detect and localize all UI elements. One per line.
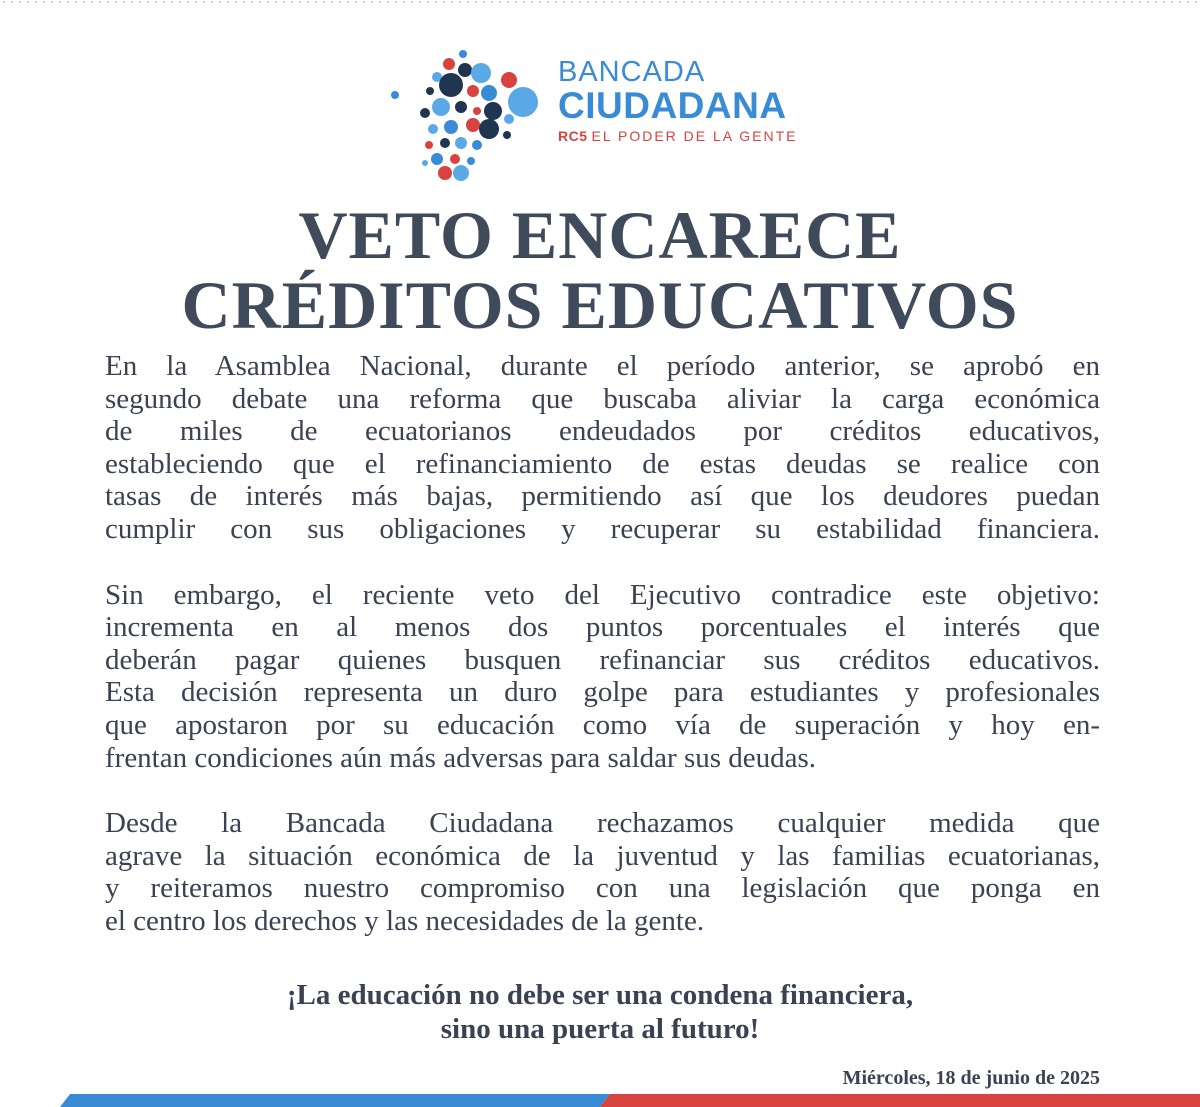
- logo-tag-prefix: RC5: [558, 128, 588, 144]
- headline-line-2: CRÉDITOS EDUCATIVOS: [181, 267, 1019, 343]
- logo-tag-text: EL PODER DE LA GENTE: [591, 128, 798, 144]
- paragraph-line: deberán pagar quienes busquen refinanciar sus créditos educativos.: [105, 643, 1100, 676]
- paragraph-line: En la Asamblea Nacional, durante el período anterior, se aprobó en: [105, 350, 1100, 382]
- paragraph-line: estableciendo que el refinanciamiento de estas deudas se realice con: [105, 447, 1100, 480]
- statement-body: [105, 350, 1100, 971]
- logo-ciudadana: CIUDADANA: [558, 85, 787, 126]
- closing-slogan: [0, 978, 1200, 1046]
- paragraph-line: segundo debate una reforma que buscaba aliviar la carga económica: [105, 382, 1100, 415]
- paragraph-line: Sin embargo, el reciente veto del Ejecutivo contradice este objetivo:: [105, 578, 1100, 611]
- paragraph-line: incrementa en al menos dos puntos porcentuales el interés que: [105, 611, 1100, 644]
- logo-bancada: BANCADA: [558, 56, 706, 88]
- paragraph-line: tasas de interés más bajas, permitiendo así que los deudores puedan: [105, 480, 1100, 513]
- paragraph-line: que apostaron por su educación como vía de superación y hoy en-: [105, 708, 1100, 741]
- paragraph-line: el centro los derechos y las necesidades de la gente.: [105, 904, 705, 937]
- headline: [0, 197, 1200, 343]
- publication-date: Miércoles, 18 de junio de 2025: [842, 1067, 1100, 1089]
- logo-tagline: [558, 127, 798, 145]
- logo-wordmark: [558, 57, 798, 145]
- paragraph-3: [105, 807, 1100, 937]
- paragraph-line: de miles de ecuatorianos endeudados por créditos educativos,: [105, 415, 1100, 448]
- paragraph-1: [105, 350, 1100, 546]
- closing-line-2: sino una puerta al futuro!: [440, 1013, 760, 1045]
- bancada-ciudadana-logo: [385, 45, 845, 185]
- paragraph-line: frentan condiciones aún más adversas para saldar sus deudas.: [105, 741, 817, 774]
- closing-line-1: ¡La educación no debe ser una condena financiera,: [286, 979, 914, 1011]
- top-dotted-border: [0, 0, 1200, 4]
- ecuador-dots-logo-icon: [385, 45, 555, 185]
- paragraph-line: agrave la situación económica de la juventud y las familias ecuatorianas,: [105, 839, 1100, 872]
- paragraph-2: [105, 579, 1100, 775]
- paragraph-line: cumplir con sus obligaciones y recuperar su estabilidad financiera.: [105, 512, 1100, 545]
- paragraph-line: y reiteramos nuestro compromiso con una legislación que ponga en: [105, 872, 1100, 905]
- bottom-color-bar: [0, 1094, 1200, 1107]
- paragraph-line: Desde la Bancada Ciudadana rechazamos cualquier medida que: [105, 807, 1100, 840]
- headline-line-1: VETO ENCARECE: [298, 197, 902, 273]
- paragraph-line: Esta decisión representa un duro golpe para estudiantes y profesionales: [105, 676, 1100, 709]
